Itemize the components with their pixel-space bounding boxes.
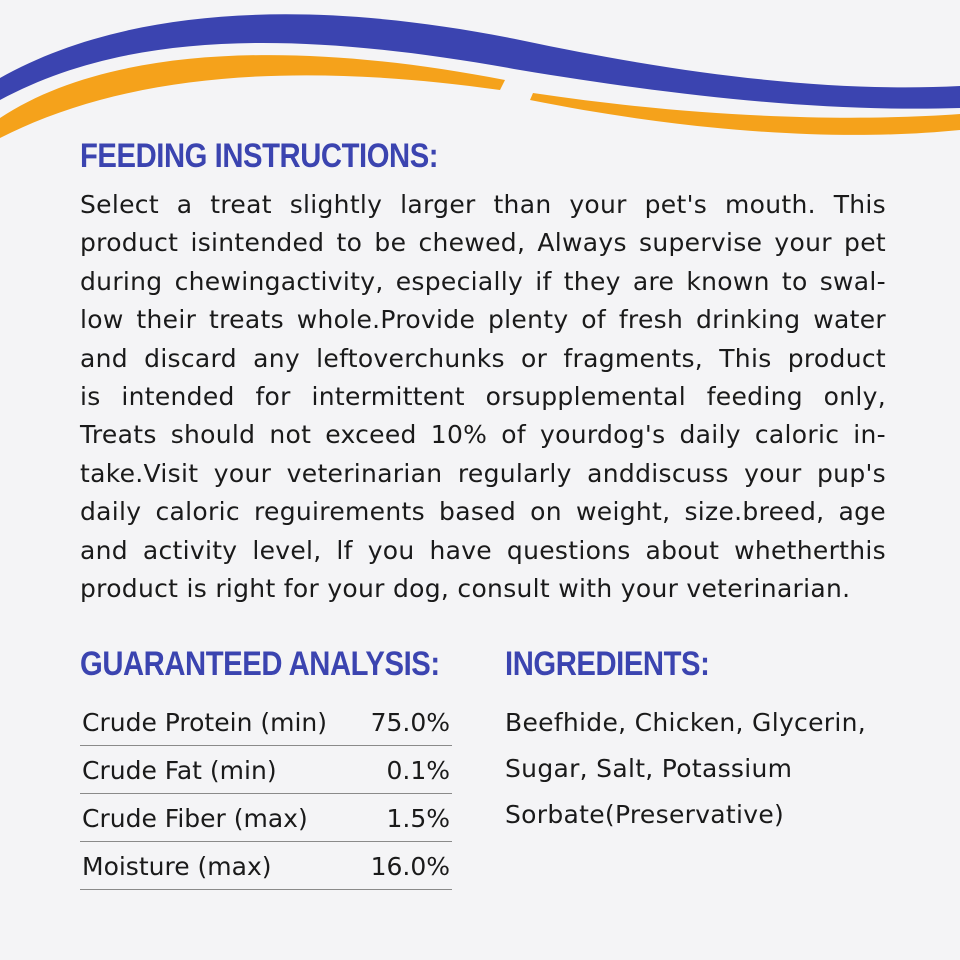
analysis-nutrient-name: Crude Fiber (max) <box>80 794 359 842</box>
analysis-nutrient-value: 1.5% <box>359 794 452 842</box>
feeding-text-line: Select a treat slightly larger than your pet's mouth. This <box>80 190 886 219</box>
feeding-text-line: daily caloric reguirements based on weight, size.breed, age <box>80 497 886 527</box>
analysis-nutrient-name: Moisture (max) <box>80 842 359 890</box>
guaranteed-analysis-table <box>80 698 452 890</box>
guaranteed-analysis-heading: GUARANTEED ANALYSIS: <box>80 645 440 683</box>
analysis-nutrient-name: Crude Protein (min) <box>80 698 359 746</box>
feeding-text-line: during chewingactivity, especially if they are known to swal- <box>80 266 886 296</box>
feeding-text-line: Treats should not exceed 10% of yourdog's daily caloric in- <box>80 420 886 450</box>
feeding-text-line: low their treats whole.Provide plenty of fresh drinking water <box>80 305 886 335</box>
ingredients-line: Beefhide, Chicken, Glycerin, <box>505 708 866 737</box>
ingredients-heading: INGREDIENTS: <box>505 645 710 683</box>
feeding-text-line: and activity level, lf you have questions about whetherthis <box>80 535 886 565</box>
feeding-text-line: and discard any leftoverchunks or fragments, This product <box>80 343 886 373</box>
analysis-nutrient-value: 75.0% <box>359 698 452 746</box>
feeding-instructions-text <box>80 186 886 608</box>
analysis-row <box>80 794 452 842</box>
ingredients-line: Sorbate(Preservative) <box>505 800 785 829</box>
analysis-row <box>80 698 452 746</box>
analysis-row <box>80 842 452 890</box>
analysis-nutrient-name: Crude Fat (min) <box>80 746 359 794</box>
feeding-text-line: product is right for your dog, consult with your veterinarian. <box>80 574 851 604</box>
ingredients-line: Sugar, Salt, Potassium <box>505 754 793 783</box>
decorative-wave <box>0 0 960 150</box>
feeding-text-line: take.Visit your veterinarian regularly anddiscuss your pup's <box>80 458 886 488</box>
analysis-nutrient-value: 0.1% <box>359 746 452 794</box>
feeding-text-line: is intended for intermittent orsupplemental feeding only, <box>80 382 886 412</box>
ingredients-text <box>505 700 895 838</box>
feeding-instructions-heading: FEEDING INSTRUCTIONS: <box>80 137 439 175</box>
blue-wave <box>0 0 960 109</box>
analysis-row <box>80 746 452 794</box>
analysis-nutrient-value: 16.0% <box>359 842 452 890</box>
feeding-text-line: product isintended to be chewed, Always supervise your pet <box>80 228 886 258</box>
